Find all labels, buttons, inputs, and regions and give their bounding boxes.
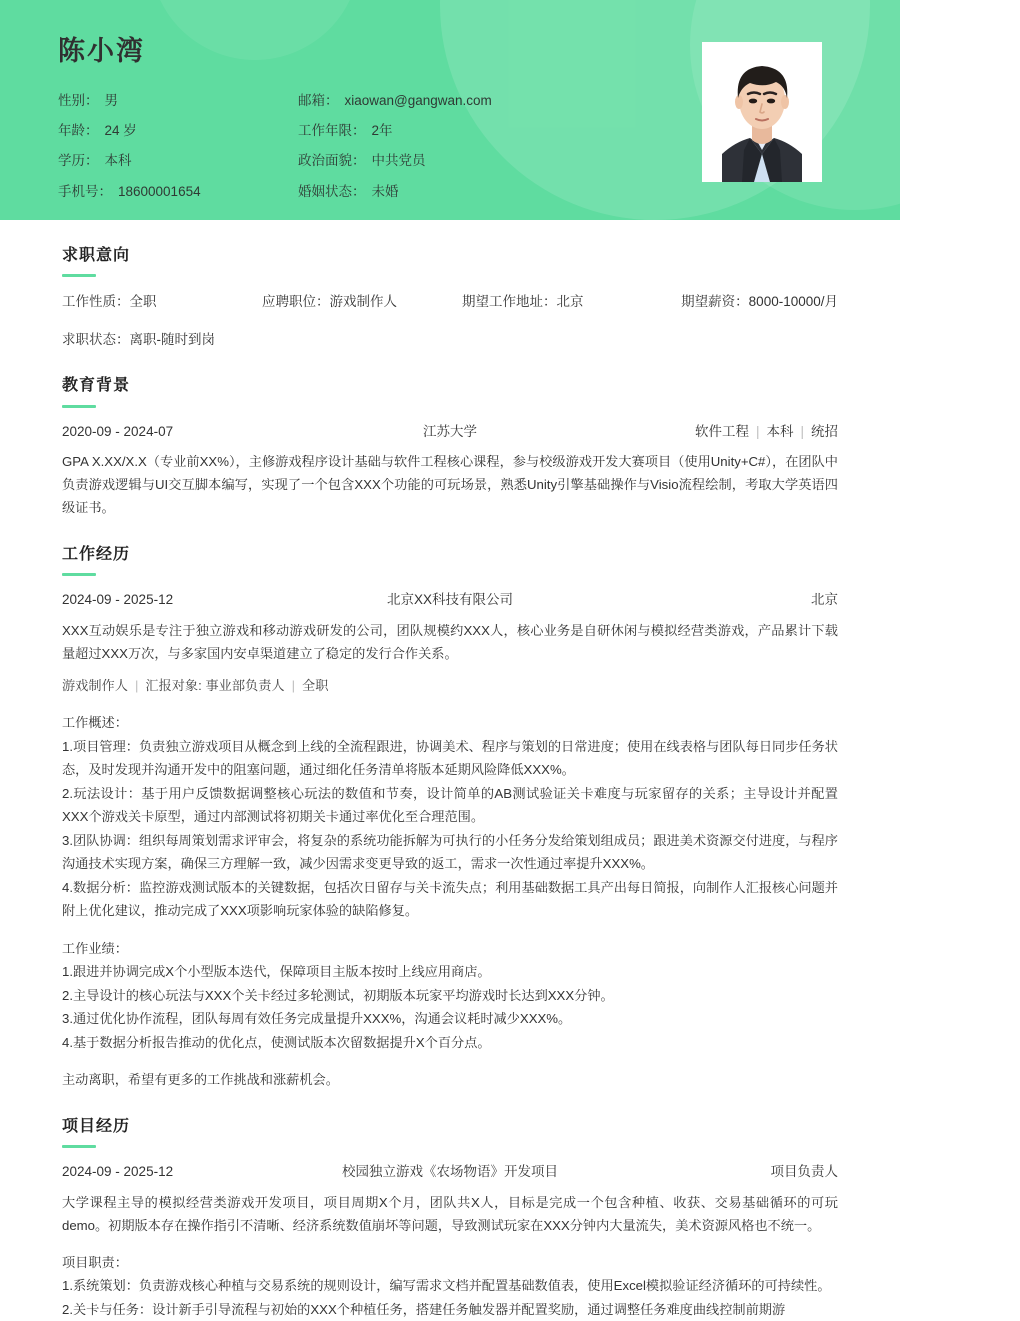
work-achievement-heading: 工作业绩：	[62, 940, 128, 956]
intent-status-value: 离职-随时到岗	[129, 331, 215, 347]
intent-status-label: 求职状态：	[62, 331, 130, 347]
info-work-years-label: 工作年限：	[298, 123, 366, 139]
project-duty-heading: 项目职责：	[62, 1254, 128, 1270]
info-email-value: xiaowan@gangwan.com	[344, 93, 492, 108]
work-header-row	[62, 590, 838, 610]
work-overview-item: 3.团队协调：组织每周策划需求评审会，将复杂的系统功能拆解为可执行的小任务分发给策划组成员；跟进美术资源交付进度，与程序沟通技术实现方案，确保三方理解一致，减少因需求变更导致的返工，需求一次性通过率提升XXX%。	[62, 832, 838, 872]
work-report-to: 汇报对象: 事业部负责人	[145, 677, 285, 693]
work-achievement-item: 4.基于数据分析报告推动的优化点，使测试版本次留数据提升X个百分点。	[62, 1034, 491, 1050]
resume-header	[0, 0, 900, 220]
candidate-name: 陈小湾	[58, 36, 145, 66]
education-description: GPA X.XX/X.X（专业前XX%），主修游戏程序设计基础与软件工程核心课程，参与校级游戏开发大赛项目（使用Unity+C#），在团队中负责游戏逻辑与UI交互脚本编写，实现了一个包含XXX个功能的可玩场景，熟悉Unity引擎基础操作与Visio流程绘制，考取大学英语四级证书。	[62, 453, 838, 515]
meta-separator: |	[291, 677, 296, 693]
intent-salary-value: 8000-10000/月	[748, 294, 838, 310]
section-accent-rule	[62, 1145, 96, 1148]
intent-job-type	[62, 291, 262, 313]
intent-position-label: 应聘职位：	[262, 294, 330, 310]
job-intent-row-2	[62, 329, 838, 351]
section-title-job-intent: 求职意向	[62, 247, 131, 264]
work-date: 2024-09 - 2025-12	[62, 592, 174, 608]
project-header-row	[62, 1162, 838, 1182]
section-education	[62, 350, 838, 519]
info-phone-value: 18600001654	[118, 183, 201, 199]
education-entry	[62, 422, 838, 520]
work-meta-line	[62, 675, 838, 697]
personal-info-grid	[58, 92, 678, 201]
section-title-project-experience: 项目经历	[62, 1118, 131, 1136]
info-political-status-value: 中共党员	[371, 153, 426, 169]
section-project-experience	[62, 1091, 838, 1321]
section-accent-rule	[62, 274, 96, 277]
education-school: 江苏大学	[422, 423, 477, 439]
project-name: 校园独立游戏《农场物语》开发项目	[341, 1164, 558, 1180]
info-education-label: 学历：	[58, 153, 99, 169]
intent-salary	[681, 291, 838, 313]
project-entry	[62, 1162, 838, 1321]
intent-location-value: 北京	[556, 294, 584, 310]
project-role: 项目负责人	[770, 1164, 838, 1180]
work-overview-item: 4.数据分析：监控游戏测试版本的关键数据，包括次日留存与关卡流失点；利用基础数据工具产出每日简报，向制作人汇报核心问题并附上优化建议，推动完成了XXX项影响玩家体验的缺陷修复。	[62, 879, 838, 919]
project-description: 大学课程主导的模拟经营类游戏开发项目，项目周期X个月，团队共X人，目标是完成一个包含种植、收获、交易基础循环的可玩demo。初期版本存在操作指引不清晰、经济系统数值崩坏等问题，导致测试玩家在XXX分钟内大量流失，美术资源风格也不统一。	[62, 1194, 838, 1233]
info-age	[58, 122, 298, 140]
info-political-status	[298, 152, 678, 170]
info-work-years	[298, 122, 678, 140]
education-admission-type: 统招	[810, 423, 838, 439]
work-location: 北京	[810, 592, 838, 608]
education-header-row	[62, 422, 838, 442]
info-marital-status-label: 婚姻状态：	[298, 183, 366, 199]
education-date: 2020-09 - 2024-07	[62, 423, 174, 439]
work-achievement-item: 2.主导设计的核心玩法与XXX个关卡经过多轮测试，初期版本玩家平均游戏时长达到XXX分钟。	[62, 987, 614, 1003]
info-phone	[58, 183, 298, 201]
work-overview-item: 1.项目管理：负责独立游戏项目从概念到上线的全流程跟进，协调美术、程序与策划的日常进度；使用在线表格与团队每日同步任务状态，及时发现并沟通开发中的阻塞问题，通过细化任务清单将版本延期风险降低XXX%。	[62, 738, 838, 778]
tag-separator: |	[755, 423, 760, 439]
section-work-experience	[62, 519, 838, 1091]
info-email-label: 邮箱：	[298, 93, 339, 108]
intent-job-type-value: 全职	[129, 294, 157, 310]
intent-salary-label: 期望薪资：	[681, 294, 749, 310]
resume-body	[0, 220, 900, 1321]
work-achievement-item: 1.跟进并协调完成X个小型版本迭代，保障项目主版本按时上线应用商店。	[62, 964, 491, 980]
work-achievement-item: 3.通过优化协作流程，团队每周有效任务完成量提升XXX%，沟通会议耗时减少XXX%。	[62, 1011, 572, 1027]
info-gender	[58, 92, 298, 110]
info-work-years-value: 2年	[371, 123, 393, 139]
info-education-value: 本科	[104, 153, 132, 169]
section-job-intent	[62, 220, 838, 350]
info-political-status-label: 政治面貌：	[298, 153, 366, 169]
intent-location-label: 期望工作地址：	[462, 294, 557, 310]
intent-position-value: 游戏制作人	[329, 294, 397, 310]
project-duty-item: 2.关卡与任务：设计新手引导流程与初始的XXX个种植任务，搭建任务触发器并配置奖励，通过调整任务难度曲线控制前期游	[62, 1301, 786, 1317]
info-gender-label: 性别：	[58, 93, 99, 108]
intent-position	[262, 291, 462, 313]
section-title-education: 教育背景	[62, 377, 131, 395]
intent-location	[462, 291, 681, 313]
job-intent-row-1	[62, 291, 838, 313]
work-role: 游戏制作人	[62, 677, 128, 693]
work-closing-note: 主动离职，希望有更多的工作挑战和涨薪机会。	[62, 1072, 339, 1088]
work-entry	[62, 590, 838, 1091]
work-company-intro: XXX互动娱乐是专注于独立游戏和移动游戏研发的公司，团队规模约XXX人，核心业务是自研休闲与模拟经营类游戏，产品累计下载量超过XXX万次，与多家国内安卓渠道建立了稳定的发行合作关系。	[62, 622, 838, 661]
avatar	[702, 42, 822, 182]
info-age-value: 24 岁	[104, 123, 137, 139]
section-accent-rule	[62, 573, 96, 576]
work-company: 北京XX科技有限公司	[386, 592, 513, 608]
education-degree: 本科	[766, 423, 794, 439]
project-duty-item: 1.系统策划：负责游戏核心种植与交易系统的规则设计，编写需求文档并配置基础数值表，使用Excel模拟验证经济循环的可持续性。	[62, 1278, 831, 1294]
education-major: 软件工程	[694, 423, 749, 439]
section-accent-rule	[62, 405, 96, 408]
work-employment-type: 全职	[302, 677, 329, 693]
info-education	[58, 152, 298, 170]
info-gender-value: 男	[104, 93, 118, 108]
intent-job-type-label: 工作性质：	[62, 294, 130, 310]
section-title-work-experience: 工作经历	[62, 546, 131, 564]
work-overview-item: 2.玩法设计：基于用户反馈数据调整核心玩法的数值和节奏，设计简单的AB测试验证关卡难度与玩家留存的关系；主导设计并配置XXX个游戏关卡原型，通过内部测试将初期关卡通过率优化至合理范围。	[62, 785, 838, 825]
info-phone-label: 手机号：	[58, 183, 112, 199]
education-tags	[582, 422, 838, 442]
info-age-label: 年龄：	[58, 123, 99, 139]
meta-separator: |	[134, 677, 139, 693]
work-overview-heading: 工作概述：	[62, 715, 128, 731]
info-marital-status	[298, 183, 678, 201]
info-email	[298, 92, 678, 110]
project-date: 2024-09 - 2025-12	[62, 1164, 174, 1180]
tag-separator: |	[800, 423, 804, 439]
info-marital-status-value: 未婚	[371, 183, 399, 199]
